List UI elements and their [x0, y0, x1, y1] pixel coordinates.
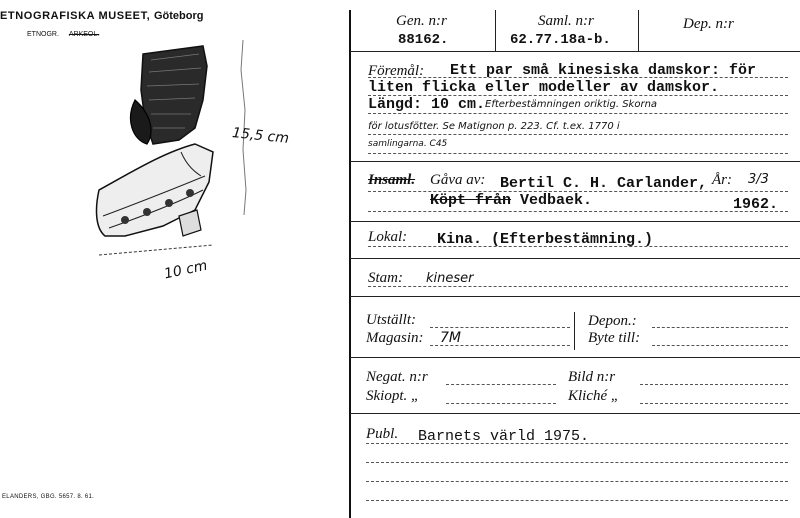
- skiopt-rule: [446, 403, 556, 404]
- top-box-divider-2: [638, 10, 639, 51]
- section-rule-lokal: [350, 258, 800, 259]
- top-box-bottom: [350, 51, 800, 52]
- magasin-rule: [430, 345, 570, 346]
- foremal-rule-3: [368, 113, 788, 114]
- bild-rule: [640, 384, 788, 385]
- lokal-rule-1: [368, 246, 788, 247]
- depon-label: Depon.:: [588, 313, 637, 329]
- depon-rule: [652, 327, 788, 328]
- printer-footer: ELANDERS, GBG. 5657. 8. 61.: [2, 494, 95, 500]
- publ-label: Publ.: [366, 426, 399, 442]
- foremal-line2: liten flicka eller modeller av damskor.: [368, 79, 720, 96]
- negat-label: Negat. n:r: [366, 369, 428, 385]
- drawing-height-note: 15,5 cm: [231, 125, 290, 147]
- foremal-rule-4: [368, 134, 788, 135]
- section-rule-foremal: [350, 161, 800, 162]
- magasin-value: 7M: [440, 330, 461, 346]
- width-dimension-line: [99, 245, 213, 255]
- gava-label: Gåva av:: [430, 172, 486, 188]
- drawing-width-note: 10 cm: [162, 257, 209, 283]
- saml-nr-label: Saml. n:r: [538, 13, 594, 29]
- publ-value: Barnets värld 1975.: [418, 428, 590, 445]
- ar-value-date: 3/3: [748, 172, 769, 187]
- section-rule-gava: [350, 221, 800, 222]
- foremal-line1: Ett par små kinesiska damskor: för: [450, 62, 757, 79]
- magasin-label: Magasin:: [366, 330, 424, 346]
- publ-rule-2: [366, 462, 788, 463]
- museum-city: Göteborg: [153, 10, 204, 22]
- kliche-rule: [640, 403, 788, 404]
- byte-rule: [652, 345, 788, 346]
- byte-till-label: Byte till:: [588, 330, 641, 346]
- kopt-fran-struck: Köpt från: [430, 192, 512, 209]
- gava-rule-2: [368, 211, 788, 212]
- category-arkeol-struck: ARKEOL.: [68, 31, 100, 38]
- stam-rule-1: [368, 286, 788, 287]
- publ-rule-4: [366, 500, 788, 501]
- gava-donor: Bertil C. H. Carlander,: [500, 175, 708, 192]
- foremal-rule-2: [368, 95, 788, 96]
- gava-rule-1: [368, 191, 788, 192]
- stam-label: Stam:: [368, 270, 403, 286]
- gen-nr-label: Gen. n:r: [396, 13, 447, 29]
- stam-value: kineser: [426, 271, 474, 286]
- category-line: [27, 31, 99, 38]
- gava-place: Vedbaek.: [520, 192, 593, 209]
- publ-rule-1: [366, 443, 788, 444]
- museum-header: [0, 10, 203, 22]
- saml-nr-value: 62.77.18a-b.: [510, 32, 611, 48]
- foremal-label: Föremål:: [368, 63, 425, 79]
- publ-rule-3: [366, 481, 788, 482]
- skiopt-label: Skiopt. „: [366, 388, 420, 404]
- lokal-label: Lokal:: [368, 229, 408, 245]
- foremal-note-2: för lotusfötter. Se Matignon p. 223. Cf. t.ex. 1770 i: [368, 121, 620, 132]
- insaml-struck: Insaml.: [368, 172, 416, 188]
- foremal-note-1: Efterbestämningen oriktig. Skorna: [485, 99, 658, 110]
- utstallt-label: Utställt:: [366, 312, 417, 328]
- dep-nr-label: Dep. n:r: [683, 16, 734, 32]
- section-rule-stam: [350, 296, 800, 297]
- category-etnogr: ETNOGR.: [27, 31, 59, 38]
- kliche-label: Kliché „: [568, 388, 620, 404]
- section-rule-placement: [350, 357, 800, 358]
- ar-label: År:: [712, 172, 732, 188]
- foremal-rule-5: [368, 153, 788, 154]
- ar-value-year: 1962.: [733, 196, 779, 213]
- card-left-border: [349, 10, 351, 518]
- foremal-note-3: samlingarna. C45: [368, 139, 448, 149]
- gen-nr-value: 88162.: [398, 32, 449, 48]
- foremal-rule-1: [368, 77, 788, 78]
- placement-divider: [574, 312, 575, 350]
- museum-name: ETNOGRAFISKA MUSEET,: [0, 10, 151, 22]
- foremal-length: Längd: 10 cm.: [368, 96, 486, 113]
- utstallt-rule: [430, 327, 570, 328]
- negat-rule: [446, 384, 556, 385]
- bild-label: Bild n:r: [568, 369, 616, 385]
- lokal-value: Kina. (Efterbestämning.): [437, 231, 654, 248]
- top-box-divider-1: [495, 10, 496, 51]
- section-rule-negat: [350, 413, 800, 414]
